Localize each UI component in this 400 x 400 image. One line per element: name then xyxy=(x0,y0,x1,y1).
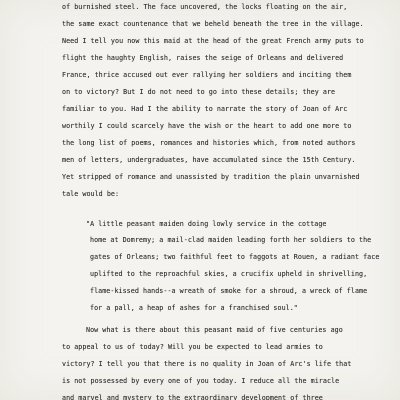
text-line: flight the haughty English, raises the seige of Orleans and delivered xyxy=(62,54,344,62)
quote-line: flame-kissed hands--a wreath of smoke for a shroud, a wreck of flame xyxy=(90,287,368,295)
text-line: Now what is there about this peasant maid of five centuries ago xyxy=(86,326,343,334)
text-line: the same exact countenance that we beheld beneath the tree in the village. xyxy=(62,20,364,28)
text-line: familiar to you. Had I the ability to narrate the story of Joan of Arc xyxy=(62,105,348,113)
text-line: to appeal to us of today? Will you be expected to lead armies to xyxy=(62,343,323,351)
text-line: tale would be: xyxy=(62,190,120,198)
text-line: of burnished steel. The face uncovered, the locks floating on the air, xyxy=(62,3,348,11)
quote-line: uplifted to the reproachful skies, a crucifix upheld in shrivelling, xyxy=(90,270,368,278)
quote-line: for a pall, a heap of ashes for a franchised soul." xyxy=(90,304,298,312)
quote-line: "A little peasant maiden doing lowly service in the cottage xyxy=(86,220,327,228)
text-line: the long list of poems, romances and histories which, from noted authors xyxy=(62,139,356,147)
text-line: on to victory? But I do not need to go into these details; they are xyxy=(62,88,336,96)
text-line: and marvel and mystery to the extraordinary development of three xyxy=(62,394,323,400)
text-line: France, thrice accused out ever rallying her soldiers and inciting them xyxy=(62,71,352,79)
text-line: Need I tell you now this maid at the head of the great French army puts to xyxy=(62,37,364,45)
text-line: Yet stripped of romance and unassisted by tradition the plain unvarnished xyxy=(62,173,360,181)
text-line: men of letters, undergraduates, have accumulated since the 15th Century. xyxy=(62,156,356,164)
text-line: victory? I tell you that there is no quality in Joan of Arc's life that xyxy=(62,360,352,368)
text-line: worthily I could scarcely have the wish or the heart to add one more to xyxy=(62,122,352,130)
quote-line: home at Domremy; a mail-clad maiden leading forth her soldiers to the xyxy=(90,236,372,244)
quote-line: gates of Orleans; two faithful feet to faggots at Rouen, a radiant face xyxy=(90,253,380,261)
text-line: is not possessed by every one of you today. I reduce all the miracle xyxy=(62,377,340,385)
